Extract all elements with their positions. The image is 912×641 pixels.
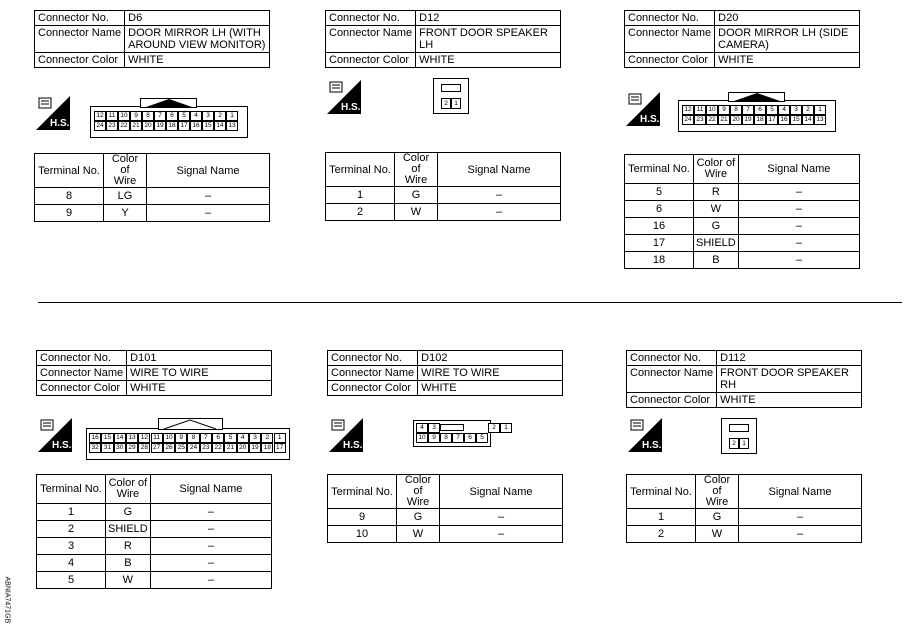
pin-label: 8: [730, 105, 742, 115]
pin-label: 17: [178, 121, 190, 131]
pin-label: 9: [718, 105, 730, 115]
pin-label: 5: [178, 111, 190, 121]
signal-name-cell: –: [147, 205, 270, 222]
pin-label: 14: [214, 121, 226, 131]
pin-label: 12: [138, 433, 150, 443]
pin-label: 8: [142, 111, 154, 121]
wire-color-cell: G: [106, 504, 151, 521]
pin-label: 6: [212, 433, 224, 443]
signal-name-cell: –: [150, 555, 271, 572]
wire-color-cell: G: [397, 509, 440, 526]
table-row: [37, 538, 272, 555]
connector-color-value: WHITE: [717, 393, 862, 408]
connector-no-value: D20: [715, 11, 860, 26]
wire-color-cell: G: [694, 218, 739, 235]
connector-name-value: FRONT DOOR SPEAKER LH: [416, 26, 561, 53]
connector-name-value: WIRE TO WIRE: [127, 366, 272, 381]
wire-color-cell: Y: [104, 205, 147, 222]
terminal-no-cell: 6: [625, 201, 694, 218]
signal-name-cell: –: [147, 188, 270, 205]
terminal-no-cell: 1: [627, 509, 696, 526]
pin-label: 1: [451, 98, 461, 109]
connector-block-d6: [34, 10, 270, 68]
connector-block-d101: [36, 350, 272, 396]
wire-color-cell: W: [106, 572, 151, 589]
connector-no-value: D112: [717, 351, 862, 366]
connector-color-label: Connector Color: [326, 53, 416, 68]
signal-name-header: Signal Name: [739, 475, 862, 509]
table-row: [625, 201, 860, 218]
pin-label: 1: [500, 423, 512, 433]
wire-color-cell: R: [106, 538, 151, 555]
pin-label: 4: [237, 433, 249, 443]
connector-block-d12: [325, 10, 561, 68]
pin-label: 18: [166, 121, 178, 131]
pin-label: 18: [754, 115, 766, 125]
table-row: [625, 235, 860, 252]
hs-symbol-icon: [36, 96, 70, 130]
terminal-no-header: Terminal No.: [627, 475, 696, 509]
pin-label: 14: [802, 115, 814, 125]
connector-no-label: Connector No.: [627, 351, 717, 366]
pin-label: 16: [190, 121, 202, 131]
terminal-table-d20: [624, 154, 860, 269]
signal-name-cell: –: [738, 201, 859, 218]
pin-label: 24: [187, 443, 199, 453]
pin-label: 11: [694, 105, 706, 115]
drawing-code: ABNIA7471GB: [3, 576, 11, 624]
pin-label: 4: [778, 105, 790, 115]
terminal-no-cell: 18: [625, 252, 694, 269]
connector-face-d12: [433, 78, 469, 114]
color-of-wire-header: Color of Wire: [397, 475, 440, 509]
connector-no-label: Connector No.: [625, 11, 715, 26]
terminal-no-cell: 4: [37, 555, 106, 572]
pin-label: 2: [488, 423, 500, 433]
connector-color-label: Connector Color: [328, 381, 418, 396]
pin-label: 19: [742, 115, 754, 125]
connector-no-label: Connector No.: [37, 351, 127, 366]
pin-label: 8: [440, 433, 452, 443]
terminal-no-header: Terminal No.: [35, 154, 104, 188]
pin-label: 21: [130, 121, 142, 131]
pin-label: 3: [202, 111, 214, 121]
pin-label: 20: [237, 443, 249, 453]
signal-name-cell: –: [738, 184, 859, 201]
pin-label: 15: [101, 433, 113, 443]
color-of-wire-header: Color of Wire: [395, 153, 438, 187]
connector-block-d102: [327, 350, 563, 396]
pin-label: 29: [126, 443, 138, 453]
pin-label: 15: [202, 121, 214, 131]
table-row: [37, 521, 272, 538]
pin-label: 23: [694, 115, 706, 125]
hs-label: H.S.: [640, 114, 660, 125]
wire-color-cell: R: [694, 184, 739, 201]
pin-label: 7: [452, 433, 464, 443]
wire-color-cell: W: [397, 526, 440, 543]
pin-label: 7: [200, 433, 212, 443]
wire-color-cell: SHIELD: [106, 521, 151, 538]
pin-label: 22: [118, 121, 130, 131]
pin-label: 25: [175, 443, 187, 453]
signal-name-cell: –: [150, 521, 271, 538]
pin-label: 32: [89, 443, 101, 453]
connector-name-label: Connector Name: [625, 26, 715, 53]
connector-no-value: D101: [127, 351, 272, 366]
signal-name-cell: –: [150, 572, 271, 589]
table-row: [326, 204, 561, 221]
table-row: [328, 509, 563, 526]
terminal-no-cell: 2: [37, 521, 106, 538]
color-of-wire-header: Color of Wire: [694, 155, 739, 184]
connector-face-d20: [678, 90, 836, 132]
pin-label: 27: [151, 443, 163, 453]
terminal-no-cell: 8: [35, 188, 104, 205]
color-of-wire-header: Color of Wire: [696, 475, 739, 509]
table-row: [37, 504, 272, 521]
wire-color-cell: LG: [104, 188, 147, 205]
signal-name-cell: –: [150, 504, 271, 521]
signal-name-cell: –: [438, 204, 561, 221]
table-row: [37, 555, 272, 572]
connector-block-d20: [624, 10, 860, 68]
wire-color-cell: W: [694, 201, 739, 218]
pin-label: 2: [802, 105, 814, 115]
wire-color-cell: W: [696, 526, 739, 543]
signal-name-cell: –: [438, 187, 561, 204]
pin-label: 12: [94, 111, 106, 121]
pin-label: 20: [142, 121, 154, 131]
signal-name-header: Signal Name: [438, 153, 561, 187]
pin-label: 26: [163, 443, 175, 453]
pin-label: 8: [187, 433, 199, 443]
connector-color-label: Connector Color: [37, 381, 127, 396]
connector-color-value: WHITE: [416, 53, 561, 68]
connector-no-label: Connector No.: [35, 11, 125, 26]
pin-label: 4: [190, 111, 202, 121]
pin-label: 16: [778, 115, 790, 125]
terminal-table-d6: [34, 153, 270, 222]
terminal-table-d12: [325, 152, 561, 221]
terminal-no-cell: 17: [625, 235, 694, 252]
terminal-no-cell: 10: [328, 526, 397, 543]
pin-label: 3: [790, 105, 802, 115]
terminal-no-cell: 5: [625, 184, 694, 201]
connector-name-label: Connector Name: [627, 366, 717, 393]
connector-no-label: Connector No.: [328, 351, 418, 366]
connector-color-label: Connector Color: [627, 393, 717, 408]
terminal-no-cell: 2: [627, 526, 696, 543]
connector-color-label: Connector Color: [625, 53, 715, 68]
connector-face-d101: [86, 416, 290, 460]
connector-info-table: [624, 10, 860, 68]
pin-label: 1: [274, 433, 286, 443]
signal-name-cell: –: [738, 218, 859, 235]
signal-name-cell: –: [739, 526, 862, 543]
connector-info-table: [34, 10, 270, 68]
pin-label: 13: [814, 115, 826, 125]
wire-color-cell: B: [694, 252, 739, 269]
terminal-no-cell: 1: [37, 504, 106, 521]
connector-info-table: [327, 350, 563, 396]
signal-name-cell: –: [738, 252, 859, 269]
hs-label: H.S.: [341, 102, 361, 113]
connector-info-table: [626, 350, 862, 408]
terminal-table-d112: [626, 474, 862, 543]
pin-label: 2: [214, 111, 226, 121]
wire-color-cell: W: [395, 204, 438, 221]
terminal-no-header: Terminal No.: [37, 475, 106, 504]
pin-label: 9: [428, 433, 440, 443]
wire-color-cell: G: [696, 509, 739, 526]
signal-name-cell: –: [738, 235, 859, 252]
pin-label: 3: [249, 433, 261, 443]
connector-name-label: Connector Name: [35, 26, 125, 53]
pin-label: 11: [106, 111, 118, 121]
pin-label: 24: [94, 121, 106, 131]
hs-symbol-icon: [626, 92, 660, 126]
connector-name-label: Connector Name: [326, 26, 416, 53]
pin-label: 10: [163, 433, 175, 443]
terminal-no-cell: 5: [37, 572, 106, 589]
pin-label: 9: [130, 111, 142, 121]
pin-label: 23: [200, 443, 212, 453]
table-row: [625, 252, 860, 269]
connector-block-d112: [626, 350, 862, 408]
hs-symbol-icon: [329, 418, 363, 452]
pin-label: 2: [729, 438, 739, 449]
hs-symbol-icon: [38, 418, 72, 452]
hs-label: H.S.: [52, 440, 72, 451]
pin-label: 5: [224, 433, 236, 443]
hs-label: H.S.: [343, 440, 363, 451]
terminal-table-d101: [36, 474, 272, 589]
pin-label: 7: [154, 111, 166, 121]
connector-color-value: WHITE: [127, 381, 272, 396]
terminal-no-cell: 3: [37, 538, 106, 555]
pin-label: 19: [154, 121, 166, 131]
pin-label: 4: [416, 423, 428, 433]
table-row: [625, 184, 860, 201]
table-row: [326, 187, 561, 204]
terminal-no-header: Terminal No.: [625, 155, 694, 184]
pin-label: 5: [476, 433, 488, 443]
pin-label: 10: [706, 105, 718, 115]
connector-color-value: WHITE: [125, 53, 270, 68]
pin-label: 1: [814, 105, 826, 115]
hs-symbol-icon: [628, 418, 662, 452]
signal-name-header: Signal Name: [150, 475, 271, 504]
table-row: [627, 509, 862, 526]
connector-name-value: WIRE TO WIRE: [418, 366, 563, 381]
pin-label: 7: [742, 105, 754, 115]
table-row: [625, 218, 860, 235]
pin-label: 6: [754, 105, 766, 115]
connector-color-label: Connector Color: [35, 53, 125, 68]
section-divider: [38, 302, 902, 303]
hs-label: H.S.: [642, 440, 662, 451]
pin-label: 16: [89, 433, 101, 443]
pin-label: 18: [261, 443, 273, 453]
pin-label: 12: [682, 105, 694, 115]
signal-name-cell: –: [150, 538, 271, 555]
signal-name-header: Signal Name: [738, 155, 859, 184]
pin-label: 28: [138, 443, 150, 453]
connector-no-value: D102: [418, 351, 563, 366]
signal-name-header: Signal Name: [440, 475, 563, 509]
pin-label: 2: [441, 98, 451, 109]
table-row: [37, 572, 272, 589]
signal-name-cell: –: [739, 509, 862, 526]
terminal-no-cell: 1: [326, 187, 395, 204]
table-row: [35, 188, 270, 205]
pin-label: 1: [739, 438, 749, 449]
connector-name-value: DOOR MIRROR LH (WITH AROUND VIEW MONITOR): [125, 26, 270, 53]
connector-info-table: [36, 350, 272, 396]
pin-label: 3: [428, 423, 440, 433]
connector-face-d112: [721, 418, 757, 454]
pin-label: 2: [261, 433, 273, 443]
table-row: [35, 205, 270, 222]
terminal-no-cell: 2: [326, 204, 395, 221]
connector-name-value: DOOR MIRROR LH (SIDE CAMERA): [715, 26, 860, 53]
connector-no-value: D6: [125, 11, 270, 26]
pin-label: 21: [718, 115, 730, 125]
table-row: [328, 526, 563, 543]
pin-label: 20: [730, 115, 742, 125]
pin-label: 11: [151, 433, 163, 443]
pin-label: 22: [212, 443, 224, 453]
pin-label: 9: [175, 433, 187, 443]
pin-label: 15: [790, 115, 802, 125]
wire-color-cell: SHIELD: [694, 235, 739, 252]
wire-color-cell: B: [106, 555, 151, 572]
pin-label: 31: [101, 443, 113, 453]
pin-label: 22: [706, 115, 718, 125]
pin-label: 1: [226, 111, 238, 121]
pin-label: 10: [118, 111, 130, 121]
connector-name-label: Connector Name: [37, 366, 127, 381]
color-of-wire-header: Color of Wire: [106, 475, 151, 504]
connector-no-label: Connector No.: [326, 11, 416, 26]
pin-label: 17: [274, 443, 286, 453]
pin-label: 30: [114, 443, 126, 453]
pin-label: 14: [114, 433, 126, 443]
terminal-no-header: Terminal No.: [328, 475, 397, 509]
connector-name-label: Connector Name: [328, 366, 418, 381]
connector-face-d6: [90, 96, 248, 138]
terminal-no-cell: 16: [625, 218, 694, 235]
connector-color-value: WHITE: [715, 53, 860, 68]
connector-no-value: D12: [416, 11, 561, 26]
pin-label: 23: [106, 121, 118, 131]
pin-label: 13: [126, 433, 138, 443]
signal-name-cell: –: [440, 509, 563, 526]
hs-symbol-icon: [327, 80, 361, 114]
connector-face-d102: [413, 420, 508, 447]
pin-label: 5: [766, 105, 778, 115]
connector-name-value: FRONT DOOR SPEAKER RH: [717, 366, 862, 393]
pin-label: 19: [249, 443, 261, 453]
pin-label: 6: [464, 433, 476, 443]
table-row: [627, 526, 862, 543]
pin-label: 21: [224, 443, 236, 453]
pin-label: 13: [226, 121, 238, 131]
connector-color-value: WHITE: [418, 381, 563, 396]
connector-info-table: [325, 10, 561, 68]
pin-label: 24: [682, 115, 694, 125]
terminal-no-header: Terminal No.: [326, 153, 395, 187]
terminal-table-d102: [327, 474, 563, 543]
pin-label: 6: [166, 111, 178, 121]
pin-label: 17: [766, 115, 778, 125]
hs-label: H.S.: [50, 118, 70, 129]
terminal-no-cell: 9: [35, 205, 104, 222]
wire-color-cell: G: [395, 187, 438, 204]
signal-name-header: Signal Name: [147, 154, 270, 188]
terminal-no-cell: 9: [328, 509, 397, 526]
signal-name-cell: –: [440, 526, 563, 543]
pin-label: 10: [416, 433, 428, 443]
color-of-wire-header: Color of Wire: [104, 154, 147, 188]
